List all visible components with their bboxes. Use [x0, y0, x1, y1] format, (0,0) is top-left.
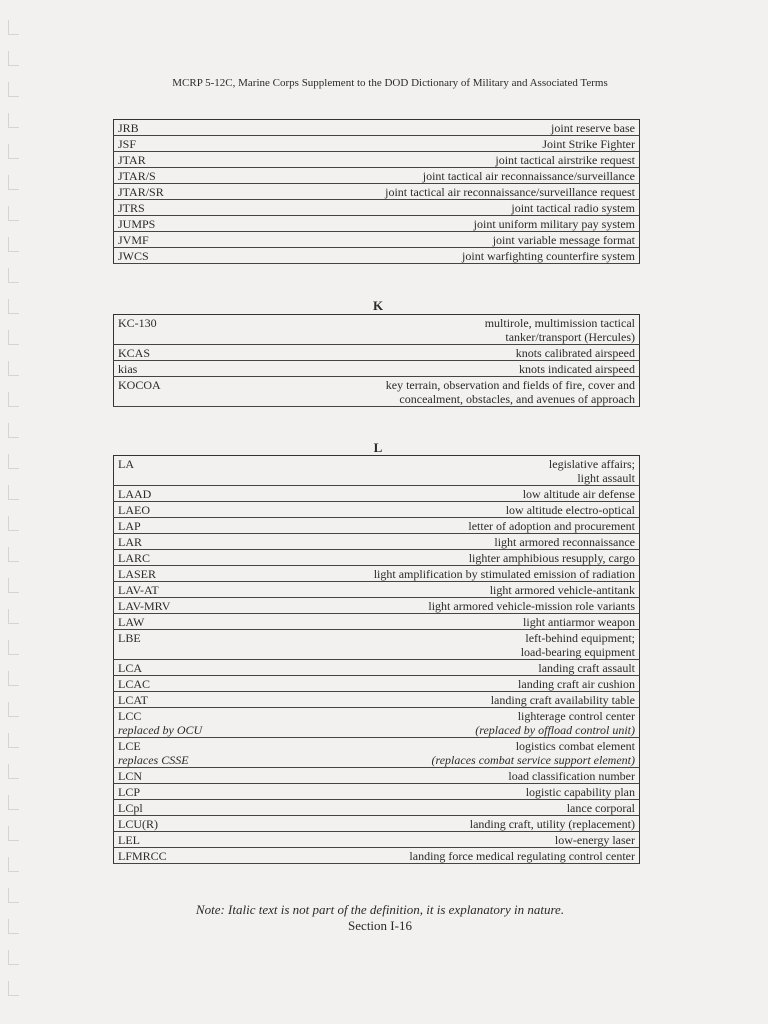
abbreviation: kias — [118, 362, 138, 376]
margin-mark — [8, 733, 19, 748]
definition-line: light antiarmor weapon — [523, 615, 635, 629]
abbreviation: LCpl — [118, 801, 143, 815]
definition-line: landing craft assault — [538, 661, 635, 675]
table-row — [114, 361, 640, 377]
abbreviation: LAW — [118, 615, 145, 629]
definition-note: (replaced by offload control unit) — [475, 723, 635, 737]
abbreviation-cell — [114, 345, 243, 361]
section-letter-l: L — [373, 440, 383, 455]
table-row — [114, 738, 640, 768]
definition-line: landing force medical regulating control center — [409, 849, 635, 863]
margin-mark — [8, 82, 19, 97]
definition-cell — [242, 550, 640, 566]
table-row — [114, 518, 640, 534]
explanatory-note: Note: Italic text is not part of the definition, it is explanatory in nature. — [195, 902, 565, 917]
definition-cell — [242, 456, 640, 486]
definition-line: tanker/transport (Hercules) — [505, 330, 635, 344]
definition-cell — [242, 598, 640, 614]
definition-cell — [242, 816, 640, 832]
abbreviation-cell — [114, 816, 243, 832]
definition-line: low altitude electro-optical — [505, 503, 635, 517]
table-row — [114, 800, 640, 816]
margin-mark — [8, 361, 19, 376]
abbreviation-cell — [114, 136, 243, 152]
abbreviation-cell — [114, 614, 243, 630]
abbreviation-cell — [114, 566, 243, 582]
definition-line: knots calibrated airspeed — [515, 346, 635, 360]
definition-line: concealment, obstacles, and avenues of approach — [399, 392, 635, 406]
table-row — [114, 502, 640, 518]
definition-cell — [242, 377, 640, 407]
definition-line: lighter amphibious resupply, cargo — [468, 551, 635, 565]
margin-mark — [8, 671, 19, 686]
margin-mark — [8, 950, 19, 965]
table-row — [114, 184, 640, 200]
margin-mark — [8, 516, 19, 531]
definition-line: light armored vehicle-antitank — [489, 583, 635, 597]
definition-cell — [242, 708, 640, 738]
definition-cell — [242, 136, 640, 152]
abbreviation: KC-130 — [118, 316, 157, 330]
margin-mark — [8, 795, 19, 810]
abbreviation: JTRS — [118, 201, 145, 215]
definition-cell — [242, 486, 640, 502]
abbreviation-cell — [114, 692, 243, 708]
definition-line: key terrain, observation and fields of fire, cover and — [385, 378, 635, 392]
table-row — [114, 345, 640, 361]
table-row — [114, 708, 640, 738]
definition-line: joint variable message format — [492, 233, 635, 247]
definition-line: low-energy laser — [554, 833, 635, 847]
abbreviation: KOCOA — [118, 378, 161, 392]
abbreviation-cell — [114, 676, 243, 692]
definition-cell — [242, 534, 640, 550]
abbreviation-cell — [114, 184, 243, 200]
definition-cell — [242, 345, 640, 361]
section-letter-k: K — [372, 298, 384, 313]
abbreviation: LCP — [118, 785, 141, 799]
abbreviation: JWCS — [118, 249, 149, 263]
definition-line: lighterage control center — [517, 709, 635, 723]
margin-mark — [8, 485, 19, 500]
table-row — [114, 486, 640, 502]
abbreviation-cell — [114, 848, 243, 864]
definition-line: landing craft air cushion — [518, 677, 635, 691]
table-row — [114, 692, 640, 708]
table-row — [114, 676, 640, 692]
table-row — [114, 377, 640, 407]
abbreviation-note: replaced by OCU — [118, 723, 203, 737]
table-row — [114, 566, 640, 582]
definition-line: multirole, multimission tactical — [484, 316, 635, 330]
definition-cell — [242, 784, 640, 800]
definition-cell — [242, 168, 640, 184]
abbreviation-cell — [114, 377, 243, 407]
abbreviation-cell — [114, 800, 243, 816]
abbreviation: LCAC — [118, 677, 151, 691]
table-row — [114, 630, 640, 660]
margin-mark — [8, 981, 19, 996]
abbreviation: JUMPS — [118, 217, 156, 231]
definition-cell — [242, 200, 640, 216]
margin-mark — [8, 888, 19, 903]
definition-line: landing craft, utility (replacement) — [469, 817, 635, 831]
abbreviation-cell — [114, 784, 243, 800]
definition-line: light armored reconnaissance — [494, 535, 635, 549]
margin-mark — [8, 144, 19, 159]
definition-cell — [242, 676, 640, 692]
abbreviation: LAEO — [118, 503, 150, 517]
abbreviation: LAR — [118, 535, 142, 549]
abbreviation-cell — [114, 518, 243, 534]
abbreviation-cell — [114, 456, 243, 486]
margin-mark — [8, 206, 19, 221]
definition-line: joint tactical air reconnaissance/surveillance — [422, 169, 635, 183]
margin-mark — [8, 857, 19, 872]
abbreviation: JRB — [118, 121, 139, 135]
definition-cell — [242, 692, 640, 708]
table-row — [114, 660, 640, 676]
abbreviation-cell — [114, 738, 243, 768]
definition-line: load-bearing equipment — [520, 645, 635, 659]
definition-line: left-behind equipment; — [525, 631, 635, 645]
definition-cell — [242, 768, 640, 784]
margin-mark — [8, 113, 19, 128]
margin-mark — [8, 609, 19, 624]
table-row — [114, 456, 640, 486]
margin-mark — [8, 392, 19, 407]
definition-cell — [242, 502, 640, 518]
definition-cell — [242, 848, 640, 864]
definition-line: load classification number — [508, 769, 635, 783]
abbreviation: LARC — [118, 551, 151, 565]
definition-cell — [242, 232, 640, 248]
table-row — [114, 248, 640, 264]
definition-line: joint tactical airstrike request — [495, 153, 635, 167]
definition-line: light assault — [577, 471, 635, 485]
definition-line: logistics combat element — [515, 739, 635, 753]
abbreviation: LEL — [118, 833, 140, 847]
margin-mark — [8, 454, 19, 469]
table-row — [114, 534, 640, 550]
table-row — [114, 582, 640, 598]
definition-cell — [242, 614, 640, 630]
margin-mark — [8, 299, 19, 314]
table-row — [114, 614, 640, 630]
abbreviation: LAV-MRV — [118, 599, 171, 613]
margin-mark — [8, 547, 19, 562]
abbreviation-cell — [114, 168, 243, 184]
abbreviation-note: replaces CSSE — [118, 753, 189, 767]
abbreviation: LA — [118, 457, 134, 471]
page-header: MCRP 5-12C, Marine Corps Supplement to the DOD Dictionary of Military and Associated Terms — [172, 77, 608, 89]
margin-mark — [8, 702, 19, 717]
abbreviation-cell — [114, 216, 243, 232]
abbreviation: JTAR — [118, 153, 146, 167]
abbreviation-cell — [114, 534, 243, 550]
table-row — [114, 136, 640, 152]
definition-cell — [242, 738, 640, 768]
abbreviation: LFMRCC — [118, 849, 167, 863]
abbreviation-cell — [114, 200, 243, 216]
glossary-table-j — [113, 119, 640, 264]
definition-line: Joint Strike Fighter — [542, 137, 635, 151]
abbreviation-cell — [114, 152, 243, 168]
abbreviation: LCAT — [118, 693, 148, 707]
definition-line: light amplification by stimulated emission of radiation — [373, 567, 635, 581]
abbreviation-cell — [114, 361, 243, 377]
definition-line: letter of adoption and procurement — [468, 519, 635, 533]
abbreviation-cell — [114, 486, 243, 502]
abbreviation-cell — [114, 708, 243, 738]
definition-cell — [242, 361, 640, 377]
definition-note: (replaces combat service support element) — [431, 753, 635, 767]
abbreviation: KCAS — [118, 346, 151, 360]
margin-mark — [8, 578, 19, 593]
table-row — [114, 200, 640, 216]
definition-line: knots indicated airspeed — [519, 362, 635, 376]
definition-cell — [242, 518, 640, 534]
table-row — [114, 550, 640, 566]
abbreviation-cell — [114, 832, 243, 848]
table-row — [114, 768, 640, 784]
abbreviation-cell — [114, 502, 243, 518]
abbreviation-cell — [114, 315, 243, 345]
margin-mark — [8, 175, 19, 190]
margin-mark — [8, 330, 19, 345]
table-row — [114, 832, 640, 848]
definition-line: low altitude air defense — [522, 487, 635, 501]
glossary-table-l — [113, 455, 640, 864]
glossary-table-k — [113, 314, 640, 407]
abbreviation-cell — [114, 550, 243, 566]
abbreviation: JTAR/SR — [118, 185, 164, 199]
abbreviation: JTAR/S — [118, 169, 156, 183]
abbreviation: LCE — [118, 739, 141, 753]
margin-mark — [8, 268, 19, 283]
definition-line: joint tactical air reconnaissance/surveillance request — [385, 185, 635, 199]
definition-cell — [242, 216, 640, 232]
table-row — [114, 816, 640, 832]
definition-line: joint uniform military pay system — [473, 217, 635, 231]
margin-mark — [8, 237, 19, 252]
abbreviation: LCA — [118, 661, 142, 675]
definition-cell — [242, 832, 640, 848]
margin-mark — [8, 423, 19, 438]
abbreviation: JVMF — [118, 233, 149, 247]
definition-line: joint reserve base — [551, 121, 635, 135]
margin-mark — [8, 640, 19, 655]
definition-cell — [242, 800, 640, 816]
definition-line: joint tactical radio system — [511, 201, 635, 215]
margin-mark — [8, 20, 19, 35]
abbreviation: LCU(R) — [118, 817, 158, 831]
abbreviation-cell — [114, 598, 243, 614]
table-row — [114, 784, 640, 800]
abbreviation-cell — [114, 248, 243, 264]
abbreviation-cell — [114, 660, 243, 676]
definition-cell — [242, 630, 640, 660]
definition-cell — [242, 582, 640, 598]
table-row — [114, 152, 640, 168]
abbreviation-cell — [114, 232, 243, 248]
definition-line: light armored vehicle-mission role variants — [428, 599, 635, 613]
table-row — [114, 120, 640, 136]
definition-cell — [242, 184, 640, 200]
definition-cell — [242, 660, 640, 676]
margin-mark — [8, 51, 19, 66]
abbreviation: LAAD — [118, 487, 152, 501]
definition-cell — [242, 315, 640, 345]
table-row — [114, 848, 640, 864]
abbreviation: LAP — [118, 519, 141, 533]
abbreviation: LCC — [118, 709, 142, 723]
abbreviation: LCN — [118, 769, 142, 783]
abbreviation: LBE — [118, 631, 141, 645]
table-row — [114, 315, 640, 345]
table-row — [114, 216, 640, 232]
definition-line: lance corporal — [566, 801, 635, 815]
table-row — [114, 232, 640, 248]
definition-line: landing craft availability table — [490, 693, 635, 707]
binder-hole-marks — [8, 20, 24, 1010]
abbreviation-cell — [114, 582, 243, 598]
margin-mark — [8, 764, 19, 779]
abbreviation: JSF — [118, 137, 137, 151]
margin-mark — [8, 919, 19, 934]
definition-cell — [242, 248, 640, 264]
abbreviation-cell — [114, 630, 243, 660]
abbreviation: LAV-AT — [118, 583, 159, 597]
page-section-number: Section I-16 — [348, 918, 412, 933]
definition-cell — [242, 120, 640, 136]
abbreviation-cell — [114, 768, 243, 784]
definition-cell — [242, 566, 640, 582]
definition-line: legislative affairs; — [548, 457, 635, 471]
abbreviation-cell — [114, 120, 243, 136]
definition-cell — [242, 152, 640, 168]
table-row — [114, 598, 640, 614]
abbreviation: LASER — [118, 567, 157, 581]
definition-line: logistic capability plan — [525, 785, 635, 799]
table-row — [114, 168, 640, 184]
margin-mark — [8, 826, 19, 841]
definition-line: joint warfighting counterfire system — [462, 249, 635, 263]
